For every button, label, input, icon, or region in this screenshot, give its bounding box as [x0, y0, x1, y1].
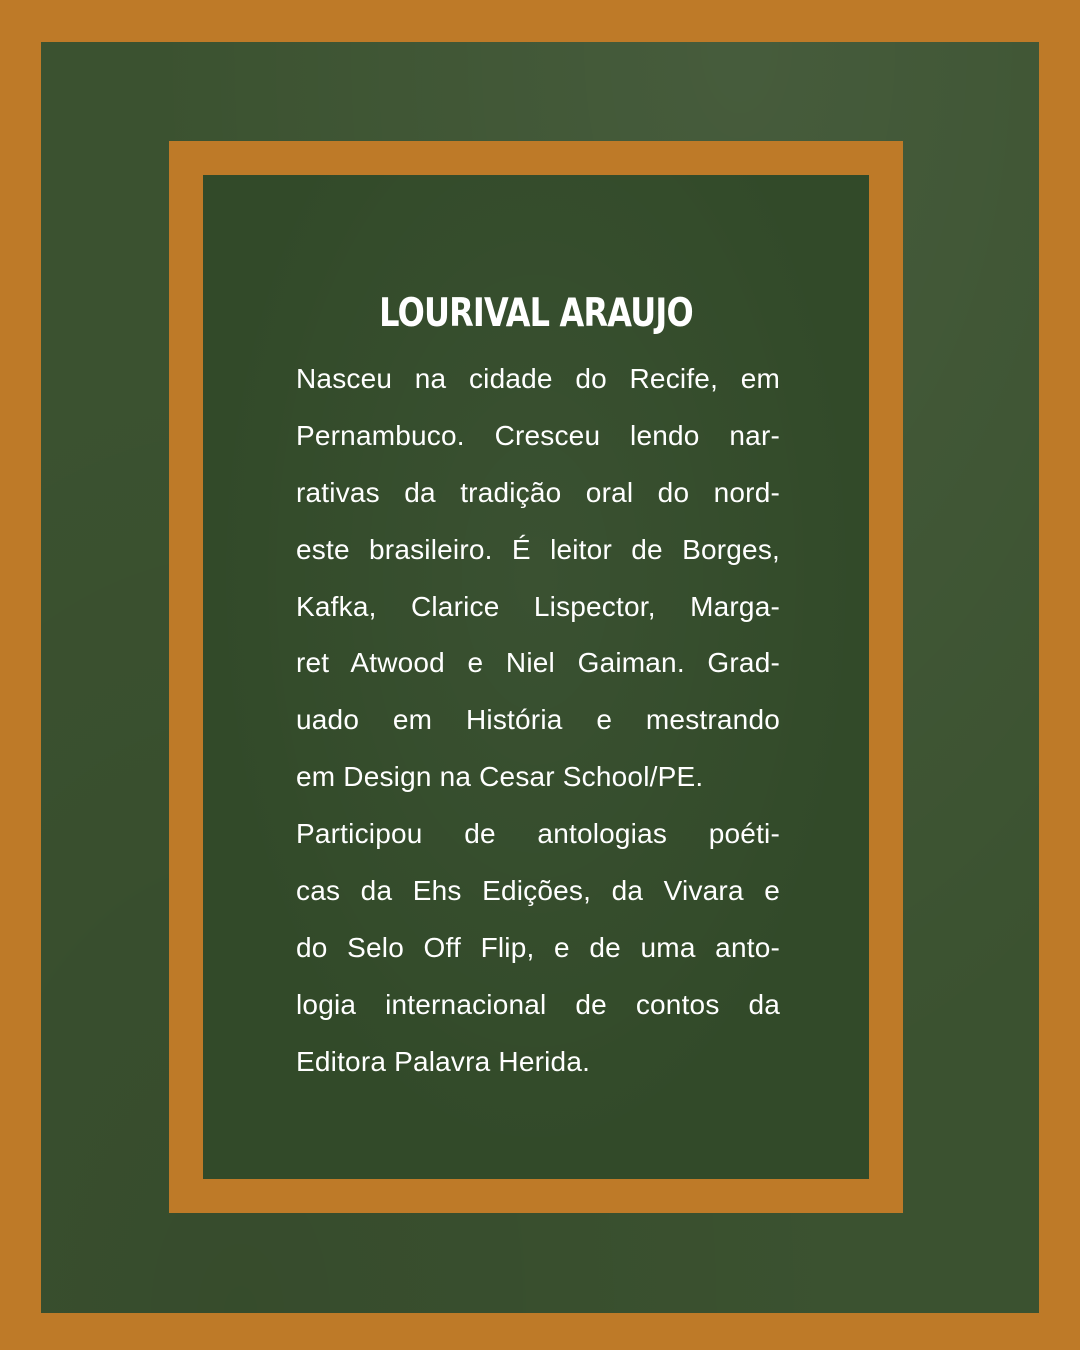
bio-line: logia internacional de contos da: [296, 988, 780, 1020]
bio-line: Editora Palavra Herida.: [296, 1045, 591, 1077]
bio-line: ret Atwood e Niel Gaiman. Grad-: [296, 647, 780, 679]
bio-line: este brasileiro. É leitor de Borges,: [296, 533, 780, 565]
bio-line: Pernambuco. Cresceu lendo nar-: [296, 419, 780, 451]
bio-line: cas da Ehs Edições, da Vivara e: [296, 875, 780, 907]
author-bio: [296, 351, 780, 1091]
bio-line: rativas da tradição oral do nord-: [296, 476, 780, 508]
bio-line: Nasceu na cidade do Recife, em: [296, 363, 780, 394]
bio-line: em Design na Cesar School/PE.: [296, 761, 704, 793]
bio-line: uado em História e mestrando: [296, 704, 780, 736]
bio-line: Participou de antologias poéti-: [296, 818, 780, 850]
bio-line: Kafka, Clarice Lispector, Marga-: [296, 590, 780, 622]
author-name: LOURIVAL ARAUJO: [379, 291, 693, 336]
bio-line: do Selo Off Flip, e de uma anto-: [296, 931, 780, 963]
